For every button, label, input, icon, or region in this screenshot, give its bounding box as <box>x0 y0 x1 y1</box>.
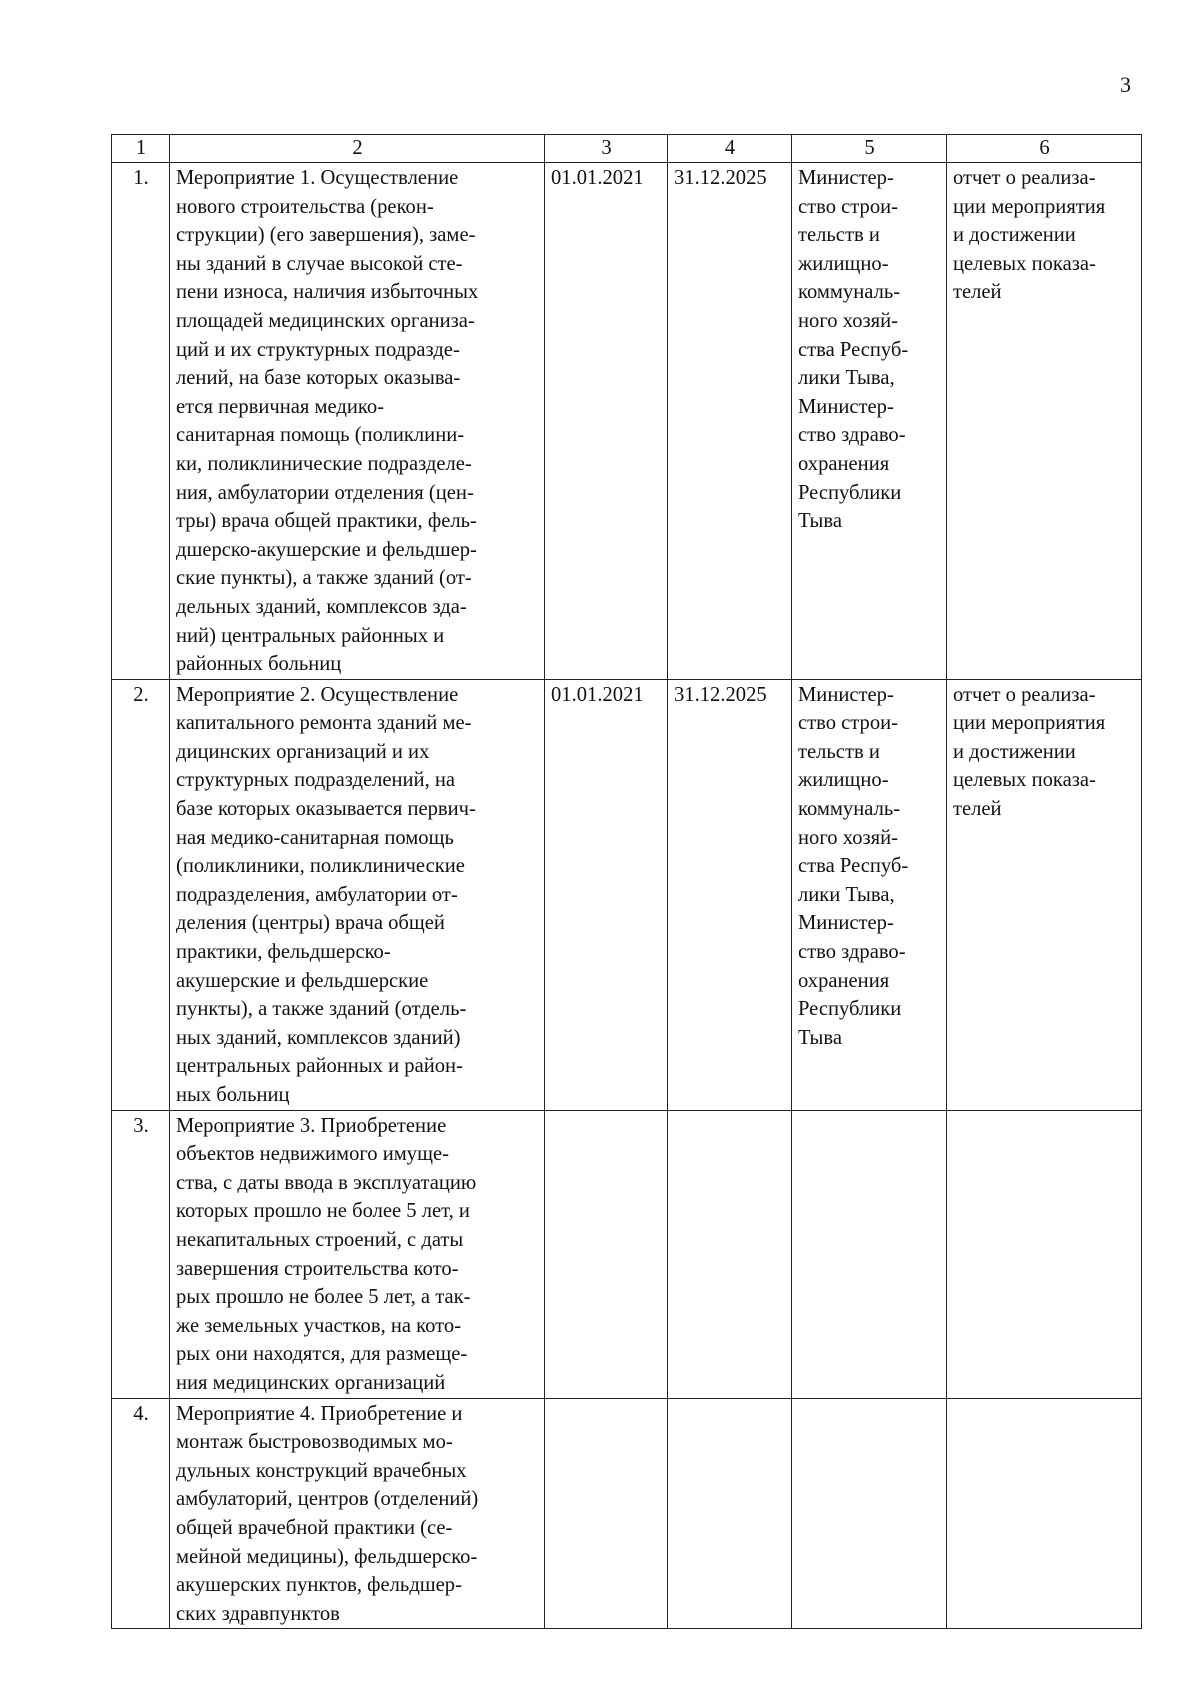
responsible-executor <box>792 679 947 1110</box>
column-header: 6 <box>947 135 1142 163</box>
expected-result-line: целевых показа- <box>953 252 1096 275</box>
event-description-line: которых прошло не более 5 лет, и <box>176 1200 470 1223</box>
responsible-executor-line: ного хозяй- <box>798 826 898 849</box>
expected-result-line: телей <box>953 281 1002 304</box>
event-description-line: подразделения, амбулатории от- <box>176 883 458 906</box>
event-description-line: деления (центры) врача общей <box>176 912 445 935</box>
responsible-executor-line: Министер- <box>798 395 894 418</box>
responsible-executor-line: ство строи- <box>798 712 899 735</box>
start-date: 01.01.2021 <box>545 163 668 680</box>
responsible-executor-line: ство здраво- <box>798 424 906 447</box>
responsible-executor-line: жилищно- <box>798 769 889 792</box>
event-description-line: ций и их структурных подразде- <box>176 338 460 361</box>
event-description-line: ний) центральных районных и <box>176 624 445 647</box>
column-header: 4 <box>668 135 792 163</box>
event-description-line: же земельных участков, на кото- <box>176 1314 462 1337</box>
expected-result-line: отчет о реализа- <box>953 167 1096 189</box>
event-description-line: ется первичная медико- <box>176 395 385 418</box>
responsible-executor-line: охранения <box>798 452 890 475</box>
responsible-executor-line: охранения <box>798 969 890 992</box>
event-description-line: дицинских организаций и их <box>176 740 430 763</box>
responsible-executor-line: Тыва <box>798 510 842 533</box>
event-description-line: структурных подразделений, на <box>176 769 456 792</box>
responsible-executor-line: ство строи- <box>798 195 899 218</box>
event-description-line: некапитальных строений, с даты <box>176 1228 464 1251</box>
row-number: 4. <box>112 1398 170 1629</box>
responsible-executor-line: коммуналь- <box>798 798 901 821</box>
event-description-line: Мероприятие 1. Осуществление <box>176 167 459 189</box>
event-description-line: мейной медицины), фельдшерско- <box>176 1545 478 1568</box>
responsible-executor-line: Министер- <box>798 912 894 935</box>
start-date <box>545 1398 668 1629</box>
responsible-executor-line: ство здраво- <box>798 941 906 964</box>
event-description-line: тры) врача общей практики, фель- <box>176 510 477 533</box>
responsible-executor-line: тельств и <box>798 740 880 763</box>
start-date: 01.01.2021 <box>545 679 668 1110</box>
event-description-line: Мероприятие 4. Приобретение и <box>176 1402 463 1425</box>
table-row <box>112 679 1142 1110</box>
event-description-line: пункты), а также зданий (отдель- <box>176 998 467 1021</box>
responsible-executor-line: ного хозяй- <box>798 309 898 332</box>
responsible-executor-line: Министер- <box>798 167 894 189</box>
event-description-line: завершения строительства кото- <box>176 1257 459 1280</box>
event-description-line: дшерско-акушерские и фельдшер- <box>176 538 477 561</box>
event-description-line: дельных зданий, комплексов зда- <box>176 595 467 618</box>
responsible-executor-line: Министер- <box>798 683 894 706</box>
event-description-line: Мероприятие 2. Осуществление <box>176 683 459 706</box>
responsible-executor-line: ства Респуб- <box>798 855 909 878</box>
responsible-executor-line: Республики <box>798 481 902 504</box>
events-table <box>111 134 1142 1629</box>
table-header-row <box>112 135 1142 163</box>
event-description-line: пени износа, наличия избыточных <box>176 281 479 304</box>
event-description <box>170 163 545 680</box>
expected-result-line: телей <box>953 798 1002 821</box>
event-description-line: ния, амбулатории отделения (цен- <box>176 481 474 504</box>
event-description-line: центральных районных и район- <box>176 1055 463 1078</box>
expected-result-line: ции мероприятия <box>953 195 1106 218</box>
event-description-line: базе которых оказывается первич- <box>176 798 476 821</box>
event-description-line: ских здравпунктов <box>176 1602 340 1625</box>
event-description-line: Мероприятие 3. Приобретение <box>176 1114 447 1137</box>
expected-result-line: целевых показа- <box>953 769 1096 792</box>
event-description-line: ства, с даты ввода в эксплуатацию <box>176 1171 477 1194</box>
event-description-line: (поликлиники, поликлинические <box>176 855 465 878</box>
expected-result <box>947 1110 1142 1398</box>
responsible-executor-line: жилищно- <box>798 252 889 275</box>
column-header: 1 <box>112 135 170 163</box>
end-date: 31.12.2025 <box>668 679 792 1110</box>
event-description <box>170 1110 545 1398</box>
responsible-executor-line: коммуналь- <box>798 281 901 304</box>
event-description-line: акушерские и фельдшерские <box>176 969 429 992</box>
expected-result <box>947 1398 1142 1629</box>
responsible-executor-line: лики Тыва, <box>798 367 895 390</box>
expected-result <box>947 163 1142 680</box>
responsible-executor <box>792 163 947 680</box>
table-row <box>112 1398 1142 1629</box>
end-date <box>668 1110 792 1398</box>
event-description-line: нового строительства (рекон- <box>176 195 434 218</box>
responsible-executor-line: лики Тыва, <box>798 883 895 906</box>
page-number: 3 <box>1120 72 1131 97</box>
column-header: 5 <box>792 135 947 163</box>
event-description-line: ных больниц <box>176 1084 290 1106</box>
event-description-line: акушерских пунктов, фельдшер- <box>176 1574 462 1597</box>
event-description <box>170 679 545 1110</box>
event-description-line: объектов недвижимого имуще- <box>176 1143 449 1166</box>
end-date: 31.12.2025 <box>668 163 792 680</box>
expected-result-line: отчет о реализа- <box>953 683 1096 706</box>
event-description-line: общей врачебной практики (се- <box>176 1516 453 1539</box>
responsible-executor-line: Республики <box>798 998 902 1021</box>
expected-result-line: ции мероприятия <box>953 712 1106 735</box>
event-description-line: струкции) (его завершения), заме- <box>176 224 476 247</box>
event-description-line: амбулаторий, центров (отделений) <box>176 1488 479 1511</box>
event-description-line: монтаж быстровозводимых мо- <box>176 1431 453 1454</box>
event-description-line: ки, поликлинические подразделе- <box>176 452 472 475</box>
event-description-line: ны зданий в случае высокой сте- <box>176 252 463 275</box>
responsible-executor <box>792 1110 947 1398</box>
row-number: 2. <box>112 679 170 1110</box>
row-number: 3. <box>112 1110 170 1398</box>
expected-result-line: и достижении <box>953 224 1076 247</box>
event-description-line: дульных конструкций врачебных <box>176 1459 467 1482</box>
event-description-line: ские пункты), а также зданий (от- <box>176 567 472 590</box>
event-description-line: ных зданий, комплексов зданий) <box>176 1026 461 1049</box>
event-description-line: ния медицинских организаций <box>176 1371 446 1394</box>
responsible-executor-line: ства Респуб- <box>798 338 909 361</box>
column-header: 2 <box>170 135 545 163</box>
responsible-executor <box>792 1398 947 1629</box>
event-description-line: площадей медицинских организа- <box>176 309 475 332</box>
event-description <box>170 1398 545 1629</box>
table-row <box>112 163 1142 680</box>
event-description-line: лений, на базе которых оказыва- <box>176 367 461 390</box>
expected-result-line: и достижении <box>953 740 1076 763</box>
event-description-line: районных больниц <box>176 653 342 676</box>
event-description-line: рых прошло не более 5 лет, а так- <box>176 1286 471 1309</box>
event-description-line: практики, фельдшерско- <box>176 941 391 964</box>
expected-result <box>947 679 1142 1110</box>
responsible-executor-line: тельств и <box>798 224 880 247</box>
event-description-line: капитального ремонта зданий ме- <box>176 712 472 735</box>
event-description-line: рых они находятся, для размеще- <box>176 1343 468 1366</box>
end-date <box>668 1398 792 1629</box>
event-description-line: ная медико-санитарная помощь <box>176 826 454 849</box>
column-header: 3 <box>545 135 668 163</box>
event-description-line: санитарная помощь (поликлини- <box>176 424 465 447</box>
responsible-executor-line: Тыва <box>798 1026 842 1049</box>
start-date <box>545 1110 668 1398</box>
table-row <box>112 1110 1142 1398</box>
row-number: 1. <box>112 163 170 680</box>
